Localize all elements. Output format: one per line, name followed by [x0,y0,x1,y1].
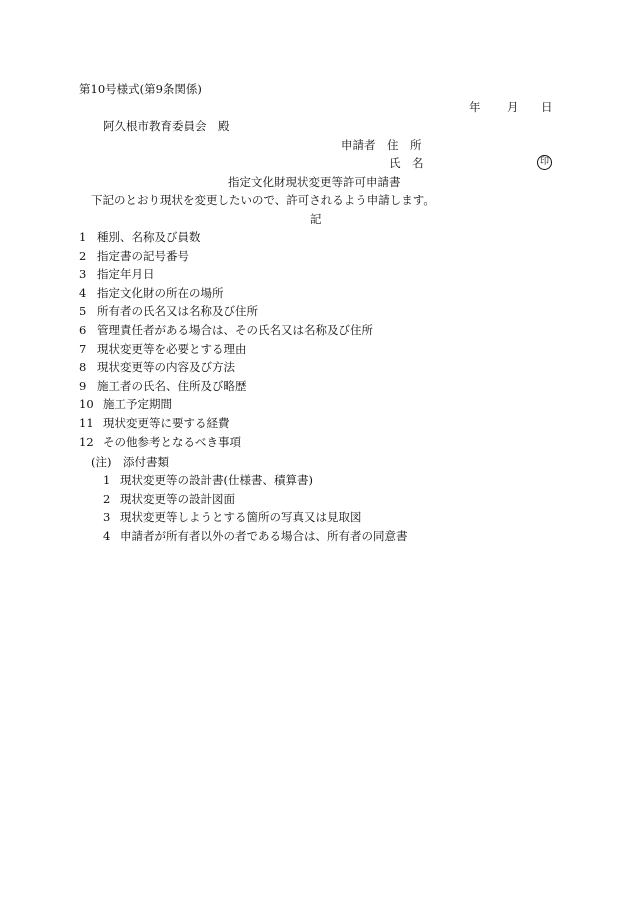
note-label: (注) 添付書類 [91,455,169,469]
note-item-number: 1 [103,473,111,487]
note-item-text: 現状変更等の設計書(仕様書、積算書) [120,473,313,487]
seal-mark: 印 [537,155,552,170]
list-item-number: 6 [79,323,87,337]
list-item-text: 所有者の氏名又は名称及び住所 [97,304,258,319]
list-item-text: 指定文化財の所在の場所 [97,285,224,300]
list-item-number: 4 [79,285,87,300]
list-item-number: 11 [79,416,94,430]
list-item-text: 管理責任者がある場合は、その氏名又は名称及び住所 [97,323,373,337]
list-item-number: 7 [79,341,87,356]
note-item-text: 現状変更等の設計図面 [120,491,235,506]
date-year: 年 [469,100,481,114]
list-item-text: その他参考となるべき事項 [103,434,241,449]
document-title: 指定文化財現状変更等許可申請書 [228,175,401,189]
list-item-number: 1 [79,230,87,244]
applicant-name-label: 氏 名 [389,156,424,170]
note-item-number: 4 [103,528,111,543]
intro-text: 下記のとおり現状を変更したいので、許可されるよう申請します。 [91,193,435,207]
list-item-text: 施工予定期間 [103,397,172,412]
list-item-text: 現状変更等に要する経費 [103,416,230,430]
list-item-number: 12 [79,434,94,449]
note-item-text: 現状変更等しようとする箇所の写真又は見取図 [120,510,362,525]
form-id: 第10号様式(第9条関係) [79,82,202,96]
date-month: 月 [507,100,519,114]
list-item-number: 8 [79,360,87,375]
date-day: 日 [541,100,553,114]
note-item-number: 2 [103,491,111,506]
list-item-text: 種別、名称及び員数 [97,230,201,244]
ki-mark: 記 [310,212,322,226]
list-item-text: 指定年月日 [97,267,155,282]
addressee: 阿久根市教育委員会 殿 [103,119,230,133]
list-item-number: 10 [79,397,94,412]
list-item-text: 指定書の記号番号 [97,248,189,263]
list-item-number: 2 [79,248,87,263]
list-item-number: 3 [79,267,87,282]
list-item-text: 現状変更等の内容及び方法 [97,360,235,375]
list-item-number: 5 [79,304,87,319]
note-item-text: 申請者が所有者以外の者である場合は、所有者の同意書 [120,528,408,543]
note-item-number: 3 [103,510,111,525]
list-item-text: 施工者の氏名、住所及び略歴 [97,378,247,393]
list-item-number: 9 [79,378,87,393]
applicant-address-label: 申請者 住 所 [341,138,422,152]
list-item-text: 現状変更等を必要とする理由 [97,341,247,356]
